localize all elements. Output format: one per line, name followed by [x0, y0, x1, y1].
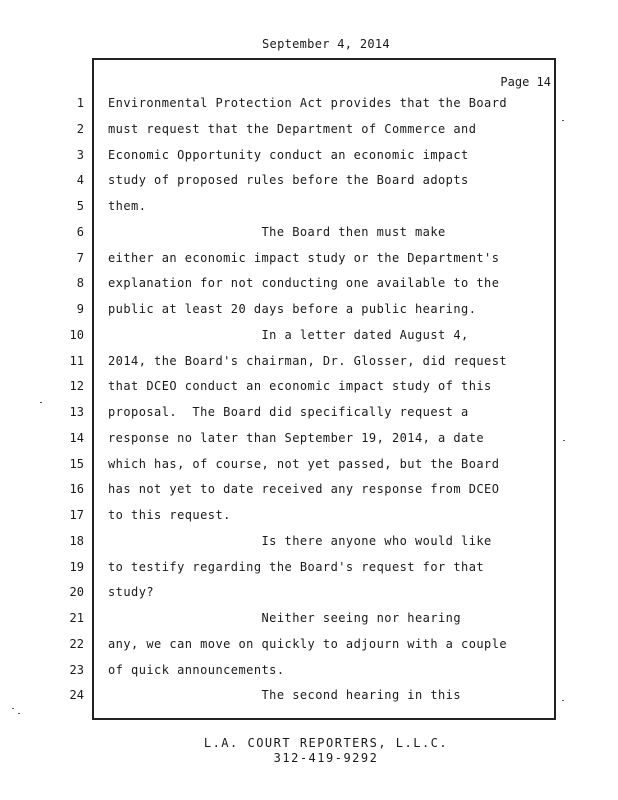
footer-reporter-name: L.A. COURT REPORTERS, L.L.C. [203, 736, 449, 750]
scan-speck [563, 440, 565, 441]
footer-phone: 312-419-9292 [273, 751, 379, 765]
transcript-date: September 4, 2014 [262, 37, 390, 51]
line-text: explanation for not conducting one available to the [108, 276, 500, 291]
scan-speck [40, 402, 42, 403]
line-number: 1 [76, 96, 84, 110]
line-text: must request that the Department of Commerce and [108, 121, 477, 136]
line-number: 14 [69, 430, 84, 445]
line-number: 22 [69, 636, 84, 651]
line-number: 18 [69, 533, 84, 548]
line-number: 15 [69, 456, 84, 471]
line-text: The second hearing in this [108, 688, 462, 703]
line-text: public at least 20 days before a public hearing. [108, 302, 477, 316]
line-number: 5 [76, 199, 84, 213]
line-number: 23 [69, 662, 84, 677]
line-text: response no later than September 19, 2014, a date [108, 430, 485, 445]
line-text: that DCEO conduct an economic impact study of this [108, 379, 492, 394]
line-text: study? [108, 585, 155, 600]
line-text: Environmental Protection Act provides that the Board [108, 96, 508, 110]
line-text: which has, of course, not yet passed, but the Board [108, 456, 500, 471]
scan-speck [562, 700, 564, 701]
line-text: Neither seeing nor hearing [108, 611, 462, 625]
line-number: 16 [69, 482, 84, 497]
line-number: 9 [76, 302, 84, 316]
line-text: of quick announcements. [108, 662, 285, 677]
line-number: 3 [76, 147, 84, 162]
line-number: 13 [69, 405, 84, 419]
line-number: 12 [69, 379, 84, 394]
line-text: to this request. [108, 508, 231, 522]
line-number: 19 [69, 559, 84, 574]
line-number: 4 [76, 173, 84, 188]
line-text: proposal. The Board did specifically request a [108, 405, 469, 419]
scan-speck [18, 713, 20, 714]
line-number: 10 [69, 327, 84, 342]
line-text: any, we can move on quickly to adjourn with a couple [108, 636, 508, 651]
line-text: Economic Opportunity conduct an economic impact [108, 147, 469, 162]
line-text: The Board then must make [108, 224, 446, 239]
line-text: 2014, the Board's chairman, Dr. Glosser, did request [108, 353, 508, 368]
line-number: 11 [69, 353, 84, 368]
line-number: 21 [69, 611, 84, 625]
line-text: study of proposed rules before the Board adopts [108, 173, 469, 188]
line-text: In a letter dated August 4, [108, 327, 469, 342]
line-number: 8 [76, 276, 84, 291]
line-number: 24 [69, 688, 84, 703]
scan-speck [562, 120, 564, 121]
line-text: has not yet to date received any response from DCEO [108, 482, 500, 497]
line-number: 7 [76, 250, 84, 265]
line-number: 20 [69, 585, 84, 600]
line-text: to testify regarding the Board's request for that [108, 559, 485, 574]
line-text: Is there anyone who would like [108, 533, 492, 548]
scan-speck [12, 708, 14, 709]
line-number: 6 [76, 224, 84, 239]
line-number: 17 [69, 508, 84, 522]
page-number-label: Page 14 [500, 75, 551, 89]
line-text: either an economic impact study or the Department's [108, 250, 500, 265]
line-text: them. [108, 199, 147, 213]
line-number: 2 [76, 121, 84, 136]
